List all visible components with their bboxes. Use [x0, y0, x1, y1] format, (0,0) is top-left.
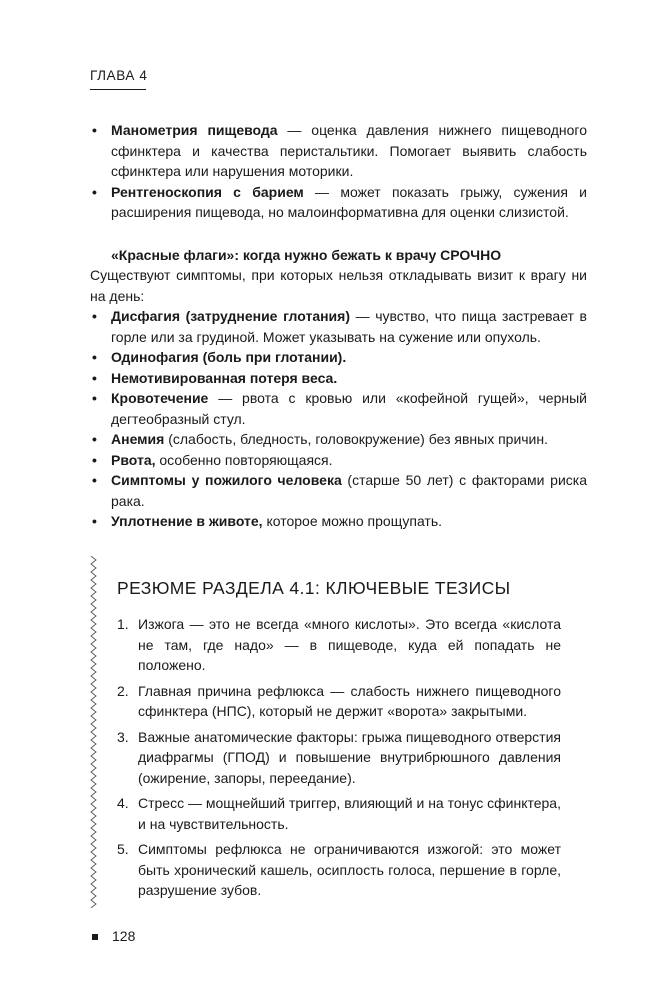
list-item [117, 614, 561, 676]
zigzag-border [90, 556, 98, 908]
item-text: которое можно прощупать. [262, 513, 443, 529]
item-text: Стресс — мощнейший триггер, влияющий и на тонус сфинктера, и на чувствительность. [138, 795, 561, 832]
item-text: — рвота с кровью или «кофейной гущей», черный дегтеобразный стул. [111, 390, 587, 427]
item-number: 5. [117, 841, 129, 857]
item-text: (слабость, бледность, головокружение) без явных причин. [164, 431, 548, 447]
item-term: Симптомы у пожилого человека [111, 472, 342, 488]
summary-title: РЕЗЮМЕ РАЗДЕЛА 4.1: КЛЮЧЕВЫЕ ТЕЗИСЫ [117, 578, 511, 598]
item-text: особенно повторяющаяся. [155, 451, 333, 468]
list-item [90, 511, 587, 532]
item-term: Немотивированная потеря веса. [111, 369, 338, 386]
item-text: — может показать грыжу, сужения и расширения пищевода, но малоинформативна для оценки слизистой. [111, 183, 587, 220]
red-flags-heading: «Красные флаги»: когда нужно бежать к врачу СРОЧНО [111, 246, 502, 263]
item-text: Важные анатомические факторы: грыжа пищеводного отверстия диафрагмы (ГПОД) и повышение внутрибрюшного давления (ожирение, запоры, переедание). [138, 728, 561, 786]
item-text: — оценка давления нижнего пищеводного сфинктера и качества перистальтики. Помогает выявить слабость сфинктера или нарушения моторики. [111, 122, 587, 179]
item-term: Рентгеноскопия с барием [111, 183, 304, 200]
list-item [117, 793, 561, 834]
list-item [117, 839, 561, 901]
item-term: Анемия [111, 431, 165, 447]
item-text: Изжога — это не всегда «много кислоты». Это всегда «кислота не там, где надо» — в пищеводе, куда ей попадать не положено. [138, 616, 561, 673]
diagnostics-list [90, 120, 587, 223]
item-term: Рвота, [111, 451, 156, 468]
page-number: 128 [112, 928, 136, 944]
item-number: 4. [117, 795, 129, 811]
chapter-label: ГЛАВА 4 [90, 68, 148, 83]
list-item [117, 727, 561, 789]
summary-list [117, 614, 561, 906]
item-term: Уплотнение в животе, [111, 513, 263, 529]
list-item [90, 388, 587, 429]
item-text: Главная причина рефлюкса — слабость нижнего пищеводного сфинктера (НПС), который не держит «ворота» закрытыми. [138, 682, 561, 719]
list-item [90, 120, 587, 182]
red-flags-intro: Существуют симптомы, при которых нельзя откладывать визит к врагу ни на день: [90, 267, 587, 304]
footer-square-marker [92, 934, 98, 940]
list-item [90, 347, 587, 368]
item-number: 1. [117, 616, 129, 632]
list-item [90, 470, 587, 511]
item-number: 3. [117, 728, 129, 745]
list-item [90, 429, 587, 450]
item-term: Одинофагия (боль при глотании). [111, 349, 347, 365]
item-text: (старше 50 лет) с факторами риска рака. [111, 472, 587, 509]
item-text: Симптомы рефлюкса не ограничиваются изжогой: это может быть хронический кашель, осиплость голоса, першение в горле, разрушение зубов. [138, 841, 561, 898]
list-item [117, 681, 561, 722]
list-item [90, 450, 587, 471]
summary-box [90, 556, 587, 908]
list-item [90, 182, 587, 223]
item-term: Манометрия пищевода [111, 122, 278, 138]
item-term: Кровотечение [111, 390, 209, 406]
main-text [90, 120, 587, 532]
red-flags-list [90, 306, 587, 532]
item-term: Дисфагия (затруднение глотания) [111, 308, 350, 324]
list-item [90, 306, 587, 347]
list-item [90, 368, 587, 389]
chapter-underline [90, 89, 146, 90]
item-text: — чувство, что пища застревает в горле или за грудиной. Может указывать на сужение или опухоль. [111, 308, 587, 345]
item-number: 2. [117, 682, 129, 699]
